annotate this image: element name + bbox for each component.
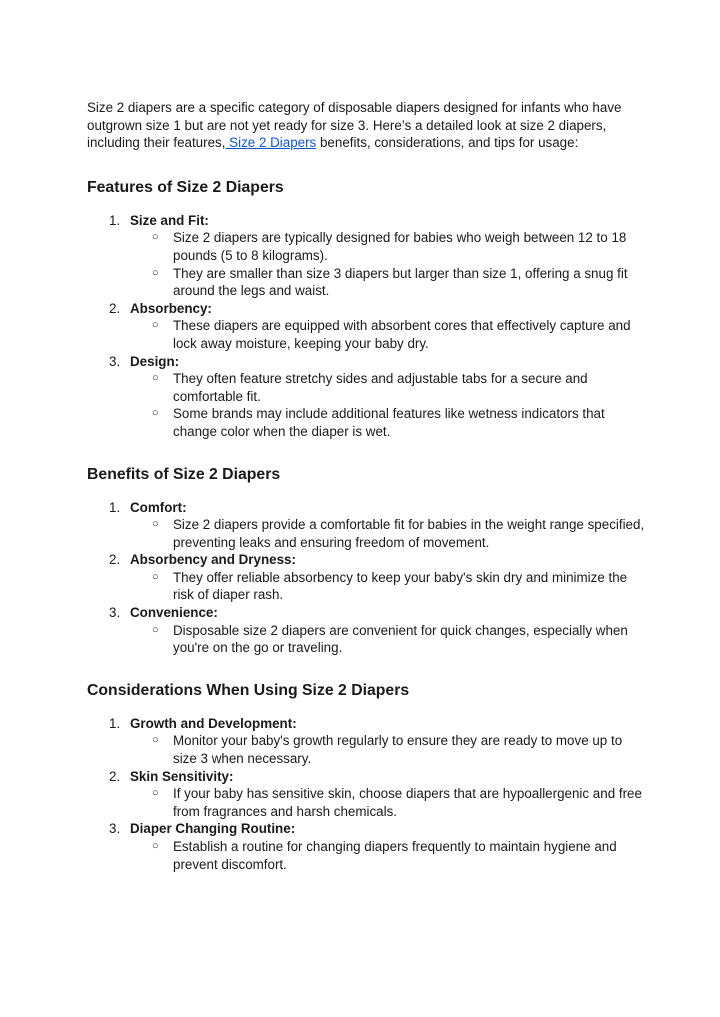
intro-text-before: Size 2 diapers are a specific category of disposable diapers designed for infants who have outgrown size 1 but are not yet ready for size 3. Here’s a detailed look at size 2 diapers, including their features, <box>87 100 622 151</box>
heading-benefits: Benefits of Size 2 Diapers <box>87 465 281 483</box>
item-number: 1. <box>109 499 121 515</box>
sub-list <box>130 569 647 604</box>
sub-list-item <box>130 317 647 352</box>
sub-list <box>130 516 647 551</box>
item-number: 1. <box>109 715 121 731</box>
bullet-text: They offer reliable absorbency to keep your baby's skin dry and minimize the risk of diaper rash. <box>173 569 628 603</box>
list-item <box>87 499 647 552</box>
list-item <box>87 604 647 657</box>
item-number: 3. <box>109 821 121 837</box>
list-item <box>87 300 647 353</box>
item-title: Comfort: <box>130 499 187 515</box>
heading-considerations: Considerations When Using Size 2 Diapers <box>87 681 410 699</box>
size-2-diapers-link[interactable]: Size 2 Diapers <box>225 135 317 151</box>
item-title: Absorbency and Dryness: <box>130 552 296 568</box>
sub-list-item <box>130 732 647 767</box>
sub-list-item <box>130 785 647 820</box>
sub-list-item <box>130 405 647 440</box>
heading-features: Features of Size 2 Diapers <box>87 178 284 196</box>
features-list <box>87 212 647 441</box>
bullet-text: Establish a routine for changing diapers frequently to maintain hygiene and prevent discomfort. <box>173 839 617 872</box>
hollow-circle-bullet-icon: ○ <box>152 787 159 800</box>
document-page <box>87 99 647 873</box>
item-title: Skin Sensitivity: <box>130 768 234 784</box>
item-number: 3. <box>109 353 121 369</box>
item-title: Convenience: <box>130 605 218 621</box>
item-number: 2. <box>109 552 121 568</box>
item-title: Absorbency: <box>130 300 212 316</box>
hollow-circle-bullet-icon: ○ <box>152 840 159 852</box>
sub-list <box>130 785 647 820</box>
list-item <box>87 353 647 441</box>
sub-list-item <box>130 622 647 657</box>
sub-list-item <box>130 569 647 604</box>
item-number: 3. <box>109 605 121 621</box>
bullet-text: They often feature stretchy sides and adjustable tabs for a secure and comfortable fit. <box>173 371 588 404</box>
sub-list <box>130 370 647 440</box>
sub-list <box>130 732 647 767</box>
list-item <box>87 768 647 821</box>
bullet-text: Size 2 diapers are typically designed for babies who weigh between 12 to 18 pounds (5 to 8 kilograms). <box>173 230 627 263</box>
bullet-text: These diapers are equipped with absorbent cores that effectively capture and lock away moisture, keeping your baby dry. <box>173 318 631 351</box>
hollow-circle-bullet-icon: ○ <box>152 570 159 583</box>
hollow-circle-bullet-icon: ○ <box>152 372 159 385</box>
list-item <box>87 820 647 873</box>
list-item <box>87 212 647 300</box>
hollow-circle-bullet-icon: ○ <box>152 266 159 279</box>
list-item <box>87 715 647 768</box>
sub-list <box>130 317 647 352</box>
hollow-circle-bullet-icon: ○ <box>152 734 159 747</box>
item-title: Growth and Development: <box>130 715 297 731</box>
bullet-text: Monitor your baby's growth regularly to ensure they are ready to move up to size 3 when necessary. <box>173 733 623 767</box>
item-title: Size and Fit: <box>130 212 209 228</box>
bullet-text: If your baby has sensitive skin, choose diapers that are hypoallergenic and free from fragrances and harsh chemicals. <box>173 786 642 819</box>
intro-text-after: benefits, considerations, and tips for usage: <box>316 135 579 151</box>
item-number: 2. <box>109 300 121 316</box>
sub-list-item <box>130 265 647 300</box>
hollow-circle-bullet-icon: ○ <box>152 319 159 332</box>
hollow-circle-bullet-icon: ○ <box>152 231 159 244</box>
item-number: 1. <box>109 212 121 228</box>
sub-list-item <box>130 838 647 873</box>
item-title: Diaper Changing Routine: <box>130 821 296 837</box>
sub-list <box>130 229 647 299</box>
hollow-circle-bullet-icon: ○ <box>152 518 159 531</box>
sub-list-item <box>130 229 647 264</box>
intro-paragraph <box>87 99 647 152</box>
considerations-list <box>87 715 647 873</box>
sub-list <box>130 622 647 657</box>
sub-list <box>130 838 647 873</box>
bullet-text: Size 2 diapers provide a comfortable fit for babies in the weight range specified, preventing leaks and ensuring freedom of movement. <box>173 517 645 550</box>
sub-list-item <box>130 370 647 405</box>
list-item <box>87 551 647 604</box>
item-number: 2. <box>109 768 121 784</box>
bullet-text: Disposable size 2 diapers are convenient for quick changes, especially when you're on the go or traveling. <box>173 622 628 656</box>
bullet-text: Some brands may include additional features like wetness indicators that change color when the diaper is wet. <box>173 406 605 439</box>
sub-list-item <box>130 516 647 551</box>
benefits-list <box>87 499 647 657</box>
bullet-text: They are smaller than size 3 diapers but larger than size 1, offering a snug fit around the legs and waist. <box>173 265 628 299</box>
hollow-circle-bullet-icon: ○ <box>152 407 159 420</box>
hollow-circle-bullet-icon: ○ <box>152 623 159 636</box>
item-title: Design: <box>130 353 180 369</box>
